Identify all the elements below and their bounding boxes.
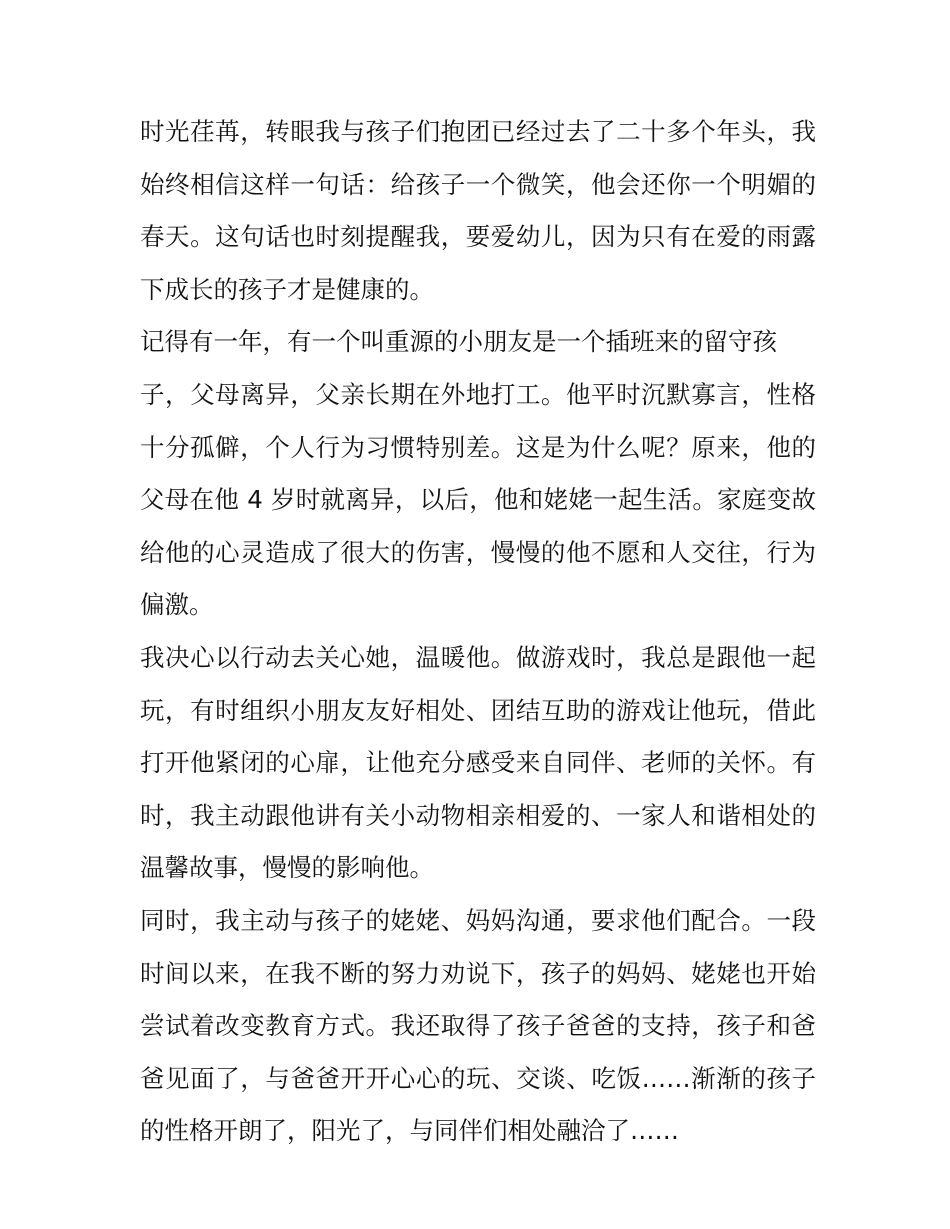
- text-line: 子，父母离异，父亲长期在外地打工。他平时沉默寡言，性格: [140, 379, 816, 409]
- text-line: 温馨故事，慢慢的影响他。: [140, 853, 434, 883]
- text-line: 偏激。: [140, 590, 214, 620]
- text-line: 春天。这句话也时刻提醒我，要爱幼儿，因为只有在爱的雨露: [140, 222, 816, 252]
- paragraph-4: [140, 895, 816, 1158]
- text-line: 我决心以行动去关心她，温暖他。做游戏时，我总是跟他一起: [140, 642, 816, 672]
- paragraph-1: [140, 106, 816, 316]
- paragraph-3: [140, 632, 816, 895]
- text-line: 记得有一年，有一个叫重源的小朋友是一个插班来的留守孩: [140, 327, 777, 357]
- text-line: 时光荏苒，转眼我与孩子们抱团已经过去了二十多个年头，我: [140, 117, 816, 146]
- text-line: 尝试着改变教育方式。我还取得了孩子爸爸的支持，孩子和爸: [140, 1011, 816, 1041]
- text-line: 下成长的孩子才是健康的。: [140, 274, 434, 304]
- text-line: 给他的心灵造成了很大的伤害，慢慢的他不愿和人交往，行为: [140, 537, 816, 567]
- text-line: 始终相信这样一句话：给孩子一个微笑，他会还你一个明媚的: [140, 169, 816, 199]
- document-body: [140, 106, 816, 1158]
- text-line: 十分孤僻，个人行为习惯特别差。这是为什么呢？原来，他的: [140, 432, 816, 462]
- paragraph-2: [140, 316, 816, 632]
- text-line: 时，我主动跟他讲有关小动物相亲相爱的、一家人和谐相处的: [140, 800, 816, 830]
- text-line: 玩，有时组织小朋友友好相处、团结互助的游戏让他玩，借此: [140, 695, 816, 725]
- text-line: 时间以来，在我不断的努力劝说下，孩子的妈妈、姥姥也开始: [140, 958, 816, 988]
- text-line: 的性格开朗了，阳光了，与同伴们相处融洽了……: [140, 1116, 679, 1146]
- text-line: 父母在他 4 岁时就离异，以后，他和姥姥一起生活。家庭变故: [140, 485, 816, 515]
- text-line: 打开他紧闭的心扉，让他充分感受来自同伴、老师的关怀。有: [140, 748, 816, 778]
- text-line: 同时，我主动与孩子的姥姥、妈妈沟通，要求他们配合。一段: [140, 905, 816, 935]
- text-line: 爸见面了，与爸爸开开心心的玩、交谈、吃饭……渐渐的孩子: [140, 1063, 816, 1093]
